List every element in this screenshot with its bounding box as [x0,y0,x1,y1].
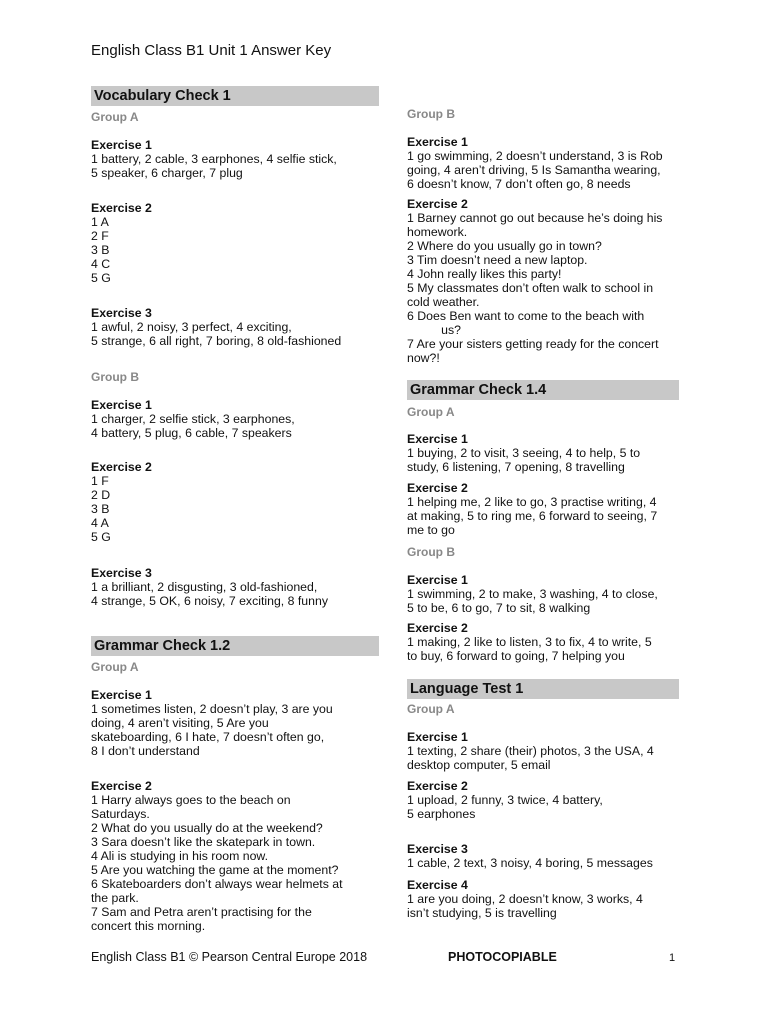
answer-line: 1 battery, 2 cable, 3 earphones, 4 selfie stick, [91,152,337,166]
answer-line: 4 Ali is studying in his room now. [91,849,269,863]
exercise-block [407,135,697,191]
exercise-block [91,779,391,933]
exercise-block [407,481,697,537]
group-label: Group A [407,405,455,419]
answer-line: 1 Harry always goes to the beach on [91,793,291,807]
answer-line: 3 B [91,502,110,516]
exercise-title: Exercise 1 [407,730,468,744]
answer-line: 5 earphones [407,807,476,821]
answer-line: skateboarding, 6 I hate, 7 doesn’t often go, [91,730,325,744]
exercise-title: Exercise 2 [91,779,152,793]
answer-line: 1 buying, 2 to visit, 3 seeing, 4 to help, 5 to [407,446,641,460]
answer-line: 1 a brilliant, 2 disgusting, 3 old-fashioned, [91,580,318,594]
exercise-title: Exercise 1 [407,432,468,446]
exercise-block [407,621,697,663]
answer-line: 7 Are your sisters getting ready for the concert [407,337,659,351]
answer-line: 2 D [91,488,111,502]
exercise-title: Exercise 1 [407,135,468,149]
exercise-block [91,566,391,608]
section-title: Vocabulary Check 1 [91,86,379,106]
answer-line: 5 to be, 6 to go, 7 to sit, 8 walking [407,601,591,615]
group-label: Group B [407,107,455,121]
section-title: Grammar Check 1.4 [407,380,679,400]
exercise-title: Exercise 3 [407,842,468,856]
exercise-block [91,460,391,544]
exercise-block [407,730,697,772]
exercise-title: Exercise 1 [407,573,468,587]
exercise-title: Exercise 1 [91,688,152,702]
exercise-title: Exercise 2 [407,621,468,635]
answer-line: 4 strange, 5 OK, 6 noisy, 7 exciting, 8 funny [91,594,328,608]
section-vocabulary-check-1 [91,86,379,106]
answer-line: 5 speaker, 6 charger, 7 plug [91,166,243,180]
answer-line: 1 making, 2 like to listen, 3 to fix, 4 to write, 5 [407,635,652,649]
exercise-block [407,573,697,615]
answer-line: the park. [91,891,139,905]
answer-line: 1 awful, 2 noisy, 3 perfect, 4 exciting, [91,320,292,334]
answer-line: 2 What do you usually do at the weekend? [91,821,323,835]
exercise-block [91,398,391,440]
exercise-block [407,878,697,920]
answer-line: 3 Tim doesn’t need a new laptop. [407,253,588,267]
answer-line: to buy, 6 forward to going, 7 helping you [407,649,625,663]
answer-line: 2 F [91,229,109,243]
answer-line: concert this morning. [91,919,206,933]
exercise-title: Exercise 2 [407,779,468,793]
answer-line: doing, 4 aren’t visiting, 5 Are you [91,716,269,730]
answer-line: desktop computer, 5 email [407,758,551,772]
group-label: Group A [407,702,455,716]
exercise-block [91,201,391,285]
answer-line: us? [407,323,461,337]
section-title: Grammar Check 1.2 [91,636,379,656]
exercise-title: Exercise 1 [91,398,152,412]
exercise-block [91,306,391,348]
footer-photocopiable: PHOTOCOPIABLE [448,950,557,964]
answer-line: 6 Does Ben want to come to the beach with [407,309,645,323]
answer-line: now?! [407,351,440,365]
answer-line: going, 4 aren’t driving, 5 Is Samantha wearing, [407,163,661,177]
exercise-title: Exercise 2 [91,201,152,215]
answer-line: study, 6 listening, 7 opening, 8 travelling [407,460,625,474]
answer-line: 5 strange, 6 all right, 7 boring, 8 old-fashioned [91,334,342,348]
answer-line: 3 Sara doesn’t like the skatepark in town. [91,835,316,849]
answer-line: 5 G [91,271,111,285]
section-grammar-check-1-2 [91,636,379,656]
answer-line: 4 C [91,257,111,271]
page-header: English Class B1 Unit 1 Answer Key [91,42,332,59]
exercise-title: Exercise 3 [91,306,152,320]
answer-line: 1 cable, 2 text, 3 noisy, 4 boring, 5 messages [407,856,653,870]
answer-line: 1 sometimes listen, 2 doesn’t play, 3 are you [91,702,333,716]
answer-line: 5 My classmates don’t often walk to school in [407,281,654,295]
answer-line: 3 B [91,243,110,257]
answer-line: 5 Are you watching the game at the moment? [91,863,339,877]
answer-line: 1 charger, 2 selfie stick, 3 earphones, [91,412,295,426]
answer-line: 8 I don’t understand [91,744,200,758]
answer-line: 6 doesn’t know, 7 don’t often go, 8 needs [407,177,631,191]
group-label: Group A [91,660,139,674]
exercise-title: Exercise 1 [91,138,152,152]
section-title: Language Test 1 [407,679,679,699]
section-language-test-1 [407,679,679,699]
group-label: Group B [407,545,455,559]
answer-line: homework. [407,225,468,239]
answer-line: 1 go swimming, 2 doesn’t understand, 3 is Rob [407,149,663,163]
answer-line: 1 Barney cannot go out because he’s doing his [407,211,663,225]
answer-line: 4 A [91,516,109,530]
answer-line: isn’t studying, 5 is travelling [407,906,557,920]
exercise-block [91,138,391,180]
answer-line: 1 are you doing, 2 doesn’t know, 3 works, 4 [407,892,643,906]
page-number: 1 [669,952,676,964]
answer-line: cold weather. [407,295,480,309]
exercise-title: Exercise 2 [407,197,468,211]
answer-line: 1 helping me, 2 like to go, 3 practise writing, 4 [407,495,657,509]
exercise-title: Exercise 2 [407,481,468,495]
section-grammar-check-1-4 [407,380,679,400]
group-label: Group A [91,110,139,124]
exercise-block [407,842,697,870]
exercise-block [91,688,391,758]
answer-line: at making, 5 to ring me, 6 forward to seeing, 7 [407,509,658,523]
exercise-title: Exercise 3 [91,566,152,580]
answer-line: 1 texting, 2 share (their) photos, 3 the USA, 4 [407,744,654,758]
answer-line: 4 John really likes this party! [407,267,562,281]
answer-line: me to go [407,523,455,537]
answer-line: 1 A [91,215,109,229]
exercise-block [407,197,697,365]
exercise-title: Exercise 2 [91,460,152,474]
answer-line: 2 Where do you usually go in town? [407,239,602,253]
answer-line: 7 Sam and Petra aren’t practising for the [91,905,312,919]
answer-line: 4 battery, 5 plug, 6 cable, 7 speakers [91,426,292,440]
exercise-block [407,779,697,821]
answer-line: 5 G [91,530,111,544]
answer-line: 6 Skateboarders don’t always wear helmets at [91,877,343,891]
answer-line: 1 F [91,474,109,488]
answer-line: 1 swimming, 2 to make, 3 washing, 4 to close, [407,587,658,601]
answer-line: 1 upload, 2 funny, 3 twice, 4 battery, [407,793,603,807]
answer-line: Saturdays. [91,807,150,821]
footer-copyright: English Class B1 © Pearson Central Europe 2018 [91,950,368,964]
exercise-title: Exercise 4 [407,878,468,892]
exercise-block [407,432,697,474]
group-label: Group B [91,370,139,384]
